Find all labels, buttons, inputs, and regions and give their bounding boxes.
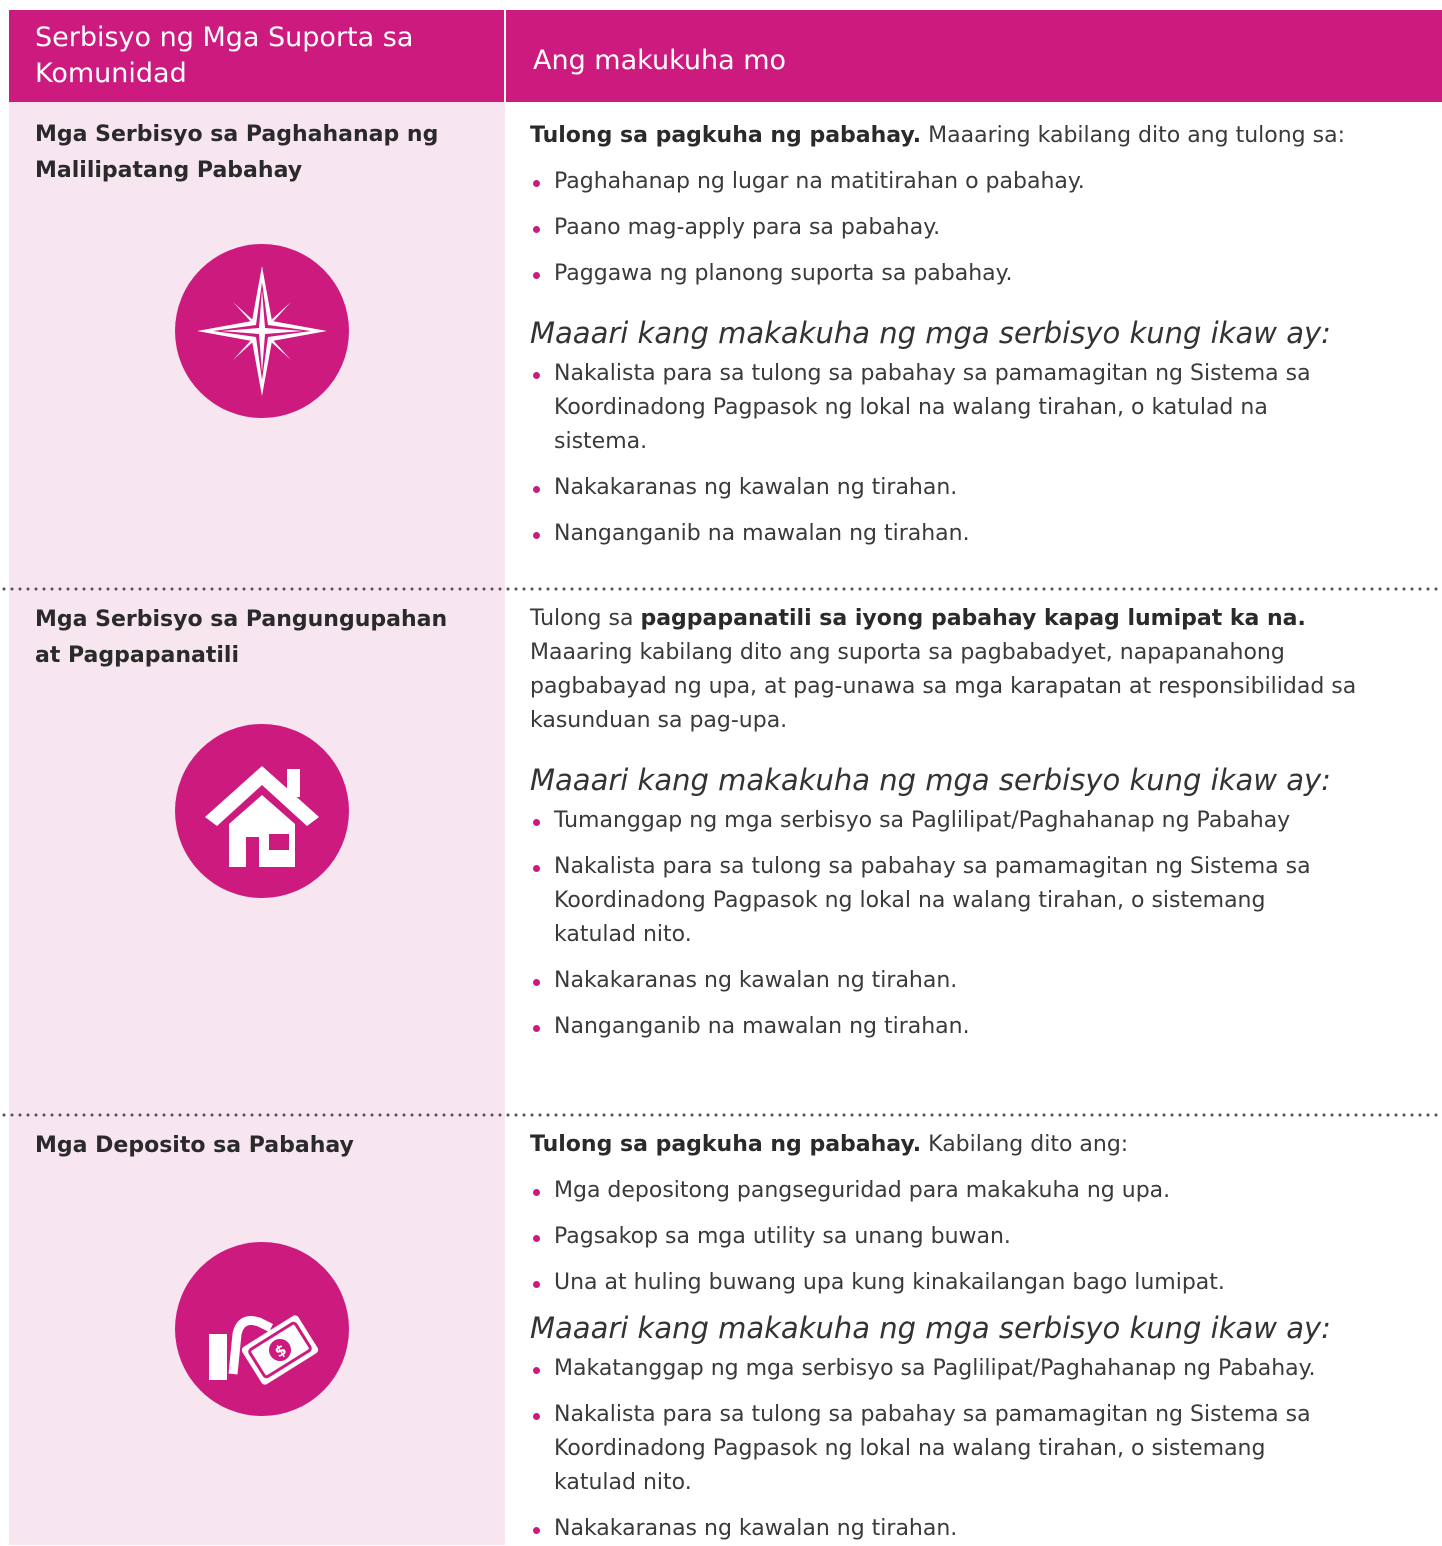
header-col-benefits: Ang makukuha mo [533, 45, 787, 76]
list-item: Paghahanap ng lugar na matitirahan o pabahay. [530, 165, 1410, 199]
header-divider [504, 10, 506, 102]
intro-plain: Tulong sa [530, 606, 641, 631]
svg-text:$: $ [271, 1340, 290, 1362]
row-separator [0, 1113, 1442, 1117]
list-item: Nakakaranas ng kawalan ng tirahan. [530, 964, 1350, 998]
list-item: Nanganganib na mawalan ng tirahan. [530, 517, 1320, 551]
eligibility-heading: Maaari kang makakuha ng mga serbisyo kung ikaw ay: [530, 1311, 1331, 1345]
list-item: Tumanggap ng mga serbisyo sa Paglilipat/Paghahanap ng Pabahay [530, 804, 1350, 838]
intro-text [530, 1128, 1410, 1162]
intro-rest: Maaaring kabilang dito ang tulong sa: [921, 123, 1345, 148]
intro-rest: Kabilang dito ang: [921, 1132, 1129, 1157]
intro-rest: Maaaring kabilang dito ang suporta sa pagbabadyet, napapanahong pagbabayad ng upa, at pag-unawa sa mga karapatan at responsibilidad sa kasunduan sa pag-upa. [530, 640, 1357, 733]
list-item: Nakakaranas ng kawalan ng tirahan. [530, 1512, 1350, 1546]
money-hand-icon [175, 1242, 349, 1416]
list-item: Paggawa ng planong suporta sa pabahay. [530, 257, 1410, 291]
list-item: Una at huling buwang upa kung kinakailangan bago lumipat. [530, 1266, 1410, 1300]
service-details [530, 1128, 1410, 1546]
intro-text [530, 119, 1410, 153]
list-item: Makatanggap ng mga serbisyo sa Paglilipat/Paghahanap ng Pabahay. [530, 1352, 1350, 1386]
intro-bold: Tulong sa pagkuha ng pabahay. [530, 123, 922, 148]
list-item: Nakalista para sa tulong sa pabahay sa pamamagitan ng Sistema sa Koordinadong Pagpasok ng lokal na walang tirahan, o sistemang katulad nito. [530, 1398, 1350, 1500]
list-item: Paano mag-apply para sa pabahay. [530, 211, 1410, 245]
eligibility-heading: Maaari kang makakuha ng mga serbisyo kung ikaw ay: [530, 763, 1331, 797]
compass-star-icon [175, 244, 349, 418]
eligibility-heading: Maaari kang makakuha ng mga serbisyo kung ikaw ay: [530, 316, 1331, 350]
service-details [530, 119, 1410, 551]
service-name: Mga Serbisyo sa Paghahanap ng Malilipatang Pabahay [35, 122, 439, 183]
list-item: Mga depositong pangseguridad para makakuha ng upa. [530, 1174, 1410, 1208]
list-item: Pagsakop sa mga utility sa unang buwan. [530, 1220, 1410, 1254]
house-icon [175, 724, 349, 898]
table-header [9, 10, 1442, 102]
row-separator [0, 587, 1442, 591]
list-item: Nakalista para sa tulong sa pabahay sa pamamagitan ng Sistema sa Koordinadong Pagpasok ng lokal na walang tirahan, o katulad na sistema. [530, 357, 1320, 459]
intro-text [530, 602, 1400, 738]
service-details [530, 602, 1400, 1044]
service-name: Mga Deposito sa Pabahay [35, 1133, 354, 1158]
header-col-services: Serbisyo ng Mga Suporta sa Komunidad [35, 22, 414, 89]
list-item: Nakalista para sa tulong sa pabahay sa pamamagitan ng Sistema sa Koordinadong Pagpasok ng lokal na walang tirahan, o sistemang katulad nito. [530, 850, 1350, 952]
list-item: Nakakaranas ng kawalan ng tirahan. [530, 471, 1320, 505]
intro-bold: Tulong sa pagkuha ng pabahay. [530, 1132, 922, 1157]
list-item: Nanganganib na mawalan ng tirahan. [530, 1010, 1350, 1044]
service-name: Mga Serbisyo sa Pangungupahan at Pagpapanatili [35, 607, 448, 668]
intro-bold: pagpapanatili sa iyong pabahay kapag lumipat ka na. [640, 606, 1306, 631]
